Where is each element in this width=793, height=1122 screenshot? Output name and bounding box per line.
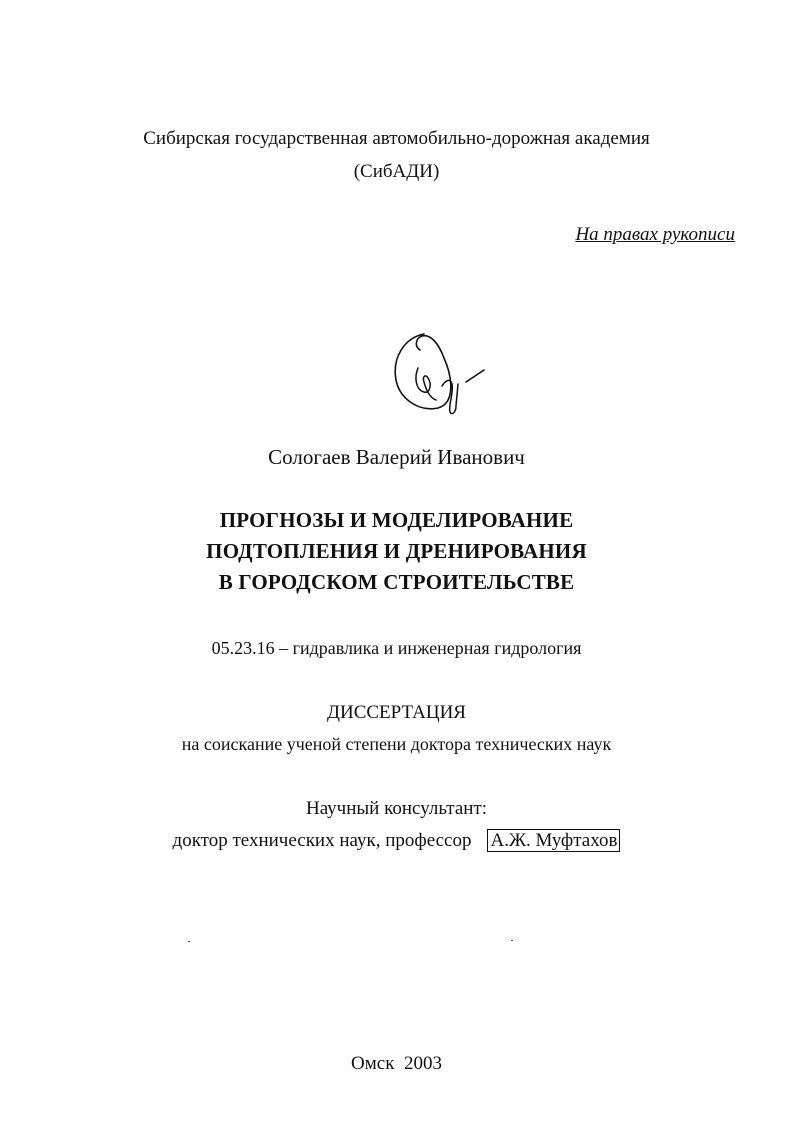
city-and-year: Омск 2003	[351, 1053, 442, 1074]
degree-statement: на соискание ученой степени доктора технических наук	[181, 734, 612, 754]
consultant-label: Научный консультант:	[305, 798, 488, 819]
organization-abbreviation: (СибАДИ)	[353, 161, 440, 182]
scan-speck	[188, 941, 190, 942]
author-name: Сологаев Валерий Иванович	[268, 445, 525, 469]
scan-speck	[511, 940, 513, 941]
dissertation-title-line-3: В ГОРОДСКОМ СТРОИТЕЛЬСТВЕ	[218, 570, 575, 594]
rights-note: На правах рукописи	[575, 224, 735, 245]
consultant-row	[0, 829, 793, 852]
consultant-title: доктор технических наук, профессор	[172, 830, 472, 851]
dissertation-title-line-2: ПОДТОПЛЕНИЯ И ДРЕНИРОВАНИЯ	[206, 539, 587, 563]
author-signature	[386, 328, 496, 420]
consultant-name: А.Ж. Муфтахов	[487, 829, 620, 852]
work-type: ДИССЕРТАЦИЯ	[327, 702, 466, 723]
dissertation-title-line-1: ПРОГНОЗЫ И МОДЕЛИРОВАНИЕ	[219, 508, 574, 532]
specialty-code: 05.23.16 – гидравлика и инженерная гидрология	[211, 638, 582, 658]
organization-name: Сибирская государственная автомобильно-дорожная академия	[143, 128, 650, 149]
